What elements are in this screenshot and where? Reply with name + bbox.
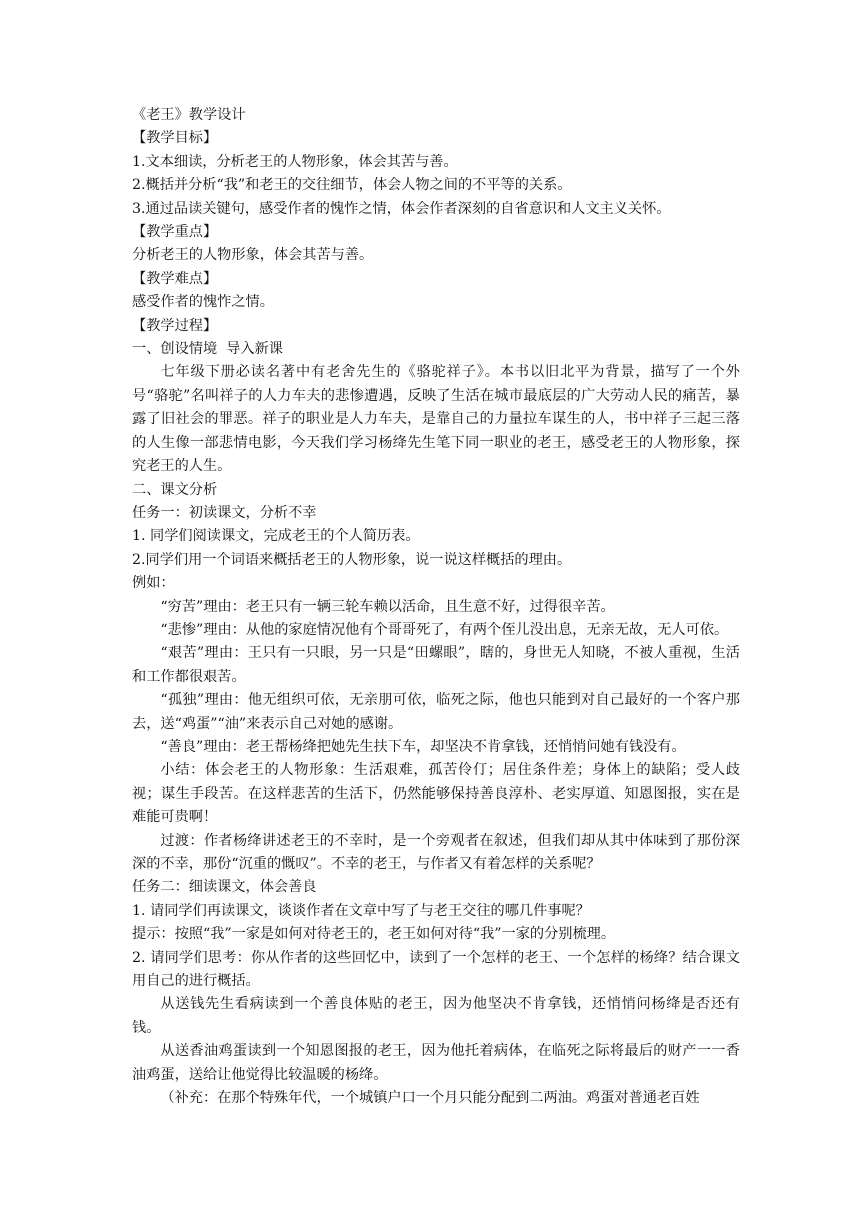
difficulty-text: 感受作者的愧怍之情。 (132, 294, 274, 311)
key-points-header: 【教学重点】 (132, 224, 218, 241)
task1-item: 1. 同学们阅读课文，完成老王的个人简历表。 (132, 528, 420, 545)
supplement-paragraph: （补充：在那个特殊年代，一个城镇户口一个月只能分配到二两油。鸡蛋对普通老百姓 (160, 1090, 700, 1107)
task2-hint: 提示：按照“我”一家是如何对待老王的，老王如何对待“我”一家的分别梳理。 (132, 926, 616, 943)
section1-title: 一、创设情境 导入新课 (132, 341, 283, 358)
goal-item: 2.概括并分析“我”和老王的交往细节，体会人物之间的不平等的关系。 (132, 177, 572, 194)
task2-title: 任务二：细读课文，体会善良 (132, 879, 317, 896)
goal-item: 3.通过品读关键句，感受作者的愧怍之情，体会作者深刻的自省意识和人文主义关怀。 (132, 200, 671, 217)
process-header: 【教学过程】 (132, 317, 218, 334)
example-paragraph: “艰苦”理由：王只有一只眼，另一只是“田螺眼”，瞎的，身世无人知晓，不被人重视，生活和工作都很艰苦。 (132, 645, 740, 685)
task2-paragraph: 从送钱先生看病读到一个善良体贴的老王，因为他坚决不肯拿钱，还悄悄问杨绛是否还有钱。 (132, 996, 740, 1036)
goals-header: 【教学目标】 (132, 130, 218, 147)
task2-paragraph: 从送香油鸡蛋读到一个知恩图报的老王，因为他托着病体，在临死之际将最后的财产一一香油鸡蛋，送给让他觉得比较温暖的杨绛。 (132, 1043, 740, 1083)
task1-item: 2.同学们用一个词语来概括老王的人物形象，说一说这样概括的理由。 (132, 551, 572, 568)
task1-title: 任务一：初读课文，分析不幸 (132, 504, 317, 521)
document-page (132, 104, 740, 1110)
example-label: 例如： (132, 575, 175, 592)
task2-item: 2. 请同学们思考：你从作者的这些回忆中，读到了一个怎样的老王、一个怎样的杨绛？结合课文用自己的进行概括。 (132, 949, 740, 990)
section2-title: 二、课文分析 (132, 481, 218, 498)
section1-paragraph: 七年级下册必读名著中有老舍先生的《骆驼祥子》。本书以旧北平为背景，描写了一个外号“骆驼”名叫祥子的人力车夫的悲惨遭遇，反映了生活在城市最底层的广大劳动人民的痛苦，暴露了旧社会的罪恶。祥子的职业是人力车夫，是靠自己的力量拉车谋生的人，书中祥子三起三落的人生像一部悲情电影，今天我们学习杨绛先生笔下同一职业的老王，感受老王的人物形象，探究老王的人生。 (132, 364, 740, 475)
difficulty-header: 【教学难点】 (132, 270, 218, 287)
document-title: 《老王》教学设计 (132, 107, 246, 123)
summary-paragraph: 小结：体会老王的人物形象：生活艰难，孤苦伶仃；居住条件差；身体上的缺陷；受人歧视；谋生手段苦。在这样悲苦的生活下，仍然能够保持善良淳朴、老实厚道、知恩图报，实在是难能可贵啊！ (132, 762, 740, 826)
example-paragraph: “穷苦”理由：老王只有一辆三轮车赖以活命，且生意不好，过得很辛苦。 (160, 598, 615, 615)
transition-paragraph: 过渡：作者杨绛讲述老王的不幸时，是一个旁观者在叙述，但我们却从其中体味到了那份深深的不幸，那份“沉重的慨叹”。不幸的老王，与作者又有着怎样的关系呢？ (132, 832, 740, 872)
example-paragraph: “悲惨”理由：从他的家庭情况他有个哥哥死了，有两个侄儿没出息，无亲无故，无人可依。 (160, 621, 729, 638)
example-paragraph: “孤独”理由：他无组织可依，无亲朋可依，临死之际，他也只能到对自己最好的一个客户那去，送“鸡蛋”“油”来表示自己对她的感谢。 (132, 692, 740, 732)
example-paragraph: “善良”理由：老王帮杨绛把她先生扶下车，却坚决不肯拿钱，还悄悄问她有钱没有。 (160, 738, 686, 755)
key-points-text: 分析老王的人物形象，体会其苦与善。 (132, 247, 374, 264)
goal-item: 1.文本细读，分析老王的人物形象，体会其苦与善。 (132, 153, 458, 170)
task2-item: 1. 请同学们再读课文，谈谈作者在文章中写了与老王交往的哪几件事呢？ (132, 902, 590, 919)
